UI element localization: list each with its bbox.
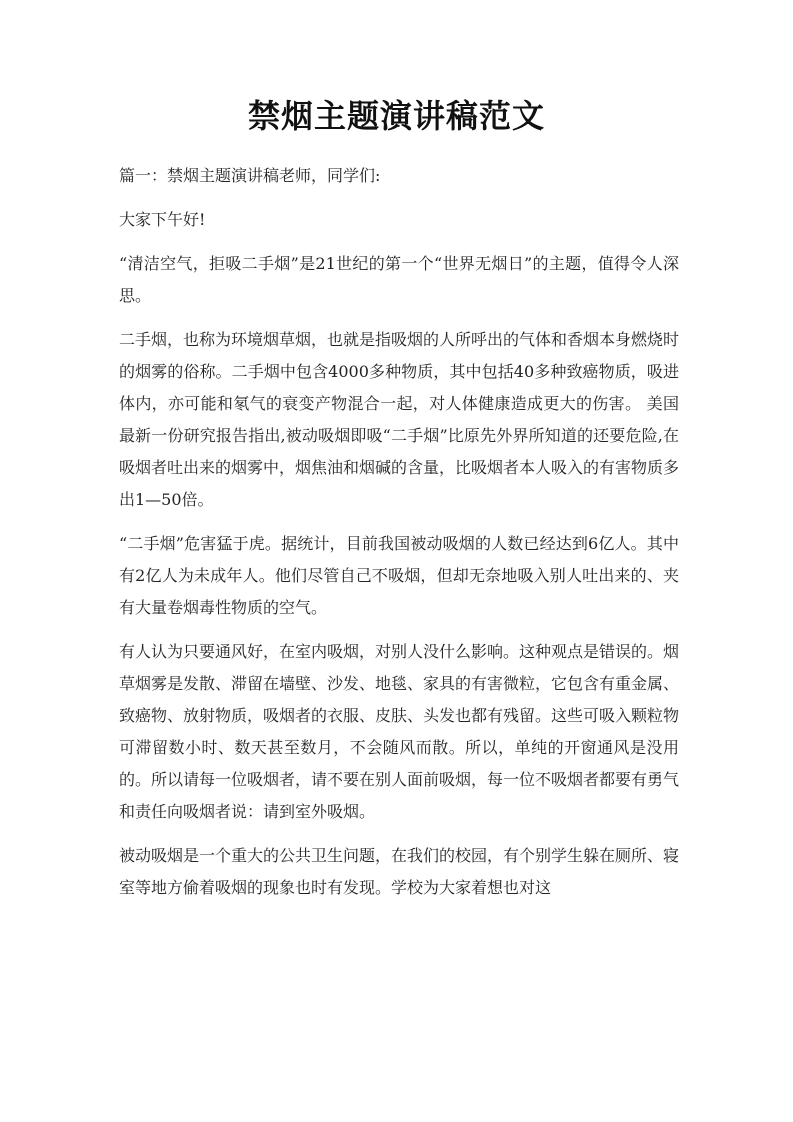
- paragraph-5: “二手烟”危害猛于虎。据统计，目前我国被动吸烟的人数已经达到6亿人。其中有2亿人为未成年人。他们尽管自己不吸烟，但却无奈地吸入别人吐出来的、夹有大量卷烟毒性物质的空气。: [119, 534, 679, 617]
- paragraph-6: 有人认为只要通风好，在室内吸烟，对别人没什么影响。这种观点是错误的。烟草烟雾是发散、滞留在墙壁、沙发、地毯、家具的有害微粒，它包含有重金属、致癌物、放射物质，吸烟者的衣服、皮肤、头发也都有残留。这些可吸入颗粒物可滞留数小时、数天甚至数月，不会随风而散。所以，单纯的开窗通风是没用的。所以请每一位吸烟者，请不要在别人面前吸烟，每一位不吸烟者都要有勇气和责任向吸烟者说：请到室外吸烟。: [119, 642, 680, 821]
- paragraph-7: 被动吸烟是一个重大的公共卫生问题，在我们的校园，有个别学生躲在厕所、寝室等地方偷着吸烟的现象也时有发现。学校为大家着想也对这: [119, 846, 680, 897]
- paragraph-1: 篇一：禁烟主题演讲稿老师，同学们:: [119, 166, 381, 185]
- document-body: [119, 160, 679, 916]
- paragraph-3: “清洁空气，拒吸二手烟”是21世纪的第一个“世界无烟日”的主题，值得令人深思。: [119, 254, 679, 305]
- document-title: 禁烟主题演讲稿范文: [247, 97, 545, 135]
- paragraph-2: 大家下午好!: [119, 210, 206, 229]
- paragraph-4: 二手烟，也称为环境烟草烟，也就是指吸烟的人所呼出的气体和香烟本身燃烧时的烟雾的俗称。二手烟中包含4000多种物质，其中包括40多种致癌物质，吸进体内，亦可能和氡气的衰变产物混合一起，对人体健康造成更大的伤害。 美国最新一份研究报告指出,被动吸烟即吸“二手烟”比原先外界所知道的还要危险,在吸烟者吐出来的烟雾中，烟焦油和烟碱的含量，比吸烟者本人吸入的有害物质多出1—50倍。: [119, 330, 680, 509]
